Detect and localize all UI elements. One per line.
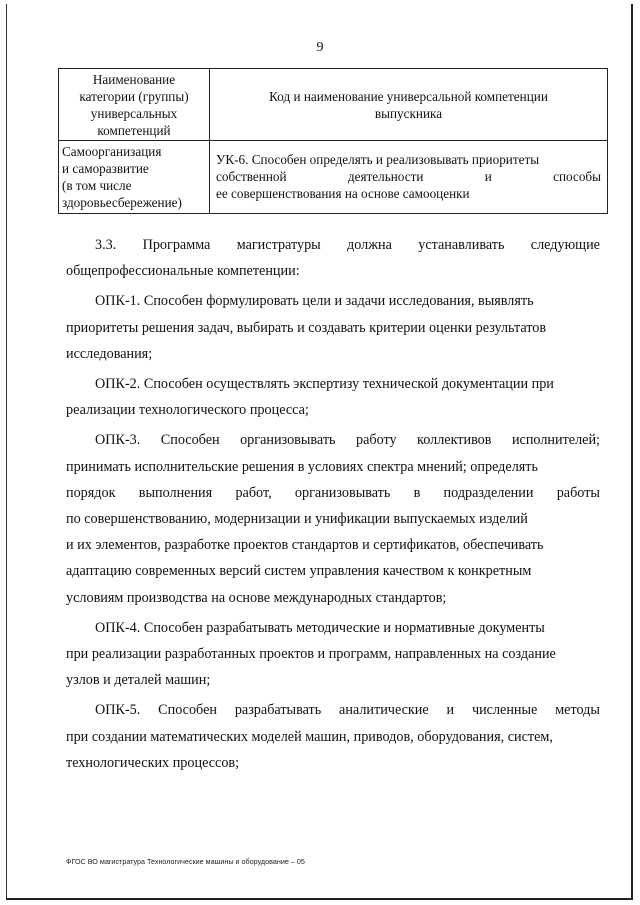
text-line: общепрофессиональные компетенции: bbox=[66, 263, 300, 280]
header-category-cell bbox=[59, 69, 210, 141]
word: работу bbox=[355, 432, 397, 449]
paragraph-opk-4 bbox=[66, 615, 600, 694]
word: устанавливать bbox=[418, 237, 505, 253]
word: собственной bbox=[216, 169, 287, 184]
competency-line-justified bbox=[216, 168, 601, 185]
word: ОПК-3. bbox=[95, 432, 141, 449]
footer-text: ФГОС ВО магистратура Технологические машины и оборудование – 05 bbox=[66, 857, 305, 866]
word: способы bbox=[553, 169, 601, 184]
text-line: ОПК-1. Способен формулировать цели и задачи исследования, выявлять bbox=[95, 293, 534, 310]
text-line: при создании математических моделей машин, приводов, оборудования, систем, bbox=[66, 728, 553, 745]
word: исполнителей; bbox=[511, 432, 600, 449]
competency-cell bbox=[210, 141, 608, 214]
category-line: здоровьесбережение) bbox=[62, 195, 182, 210]
body-text bbox=[66, 232, 600, 780]
word: работы bbox=[556, 484, 600, 501]
word: следующие bbox=[530, 237, 600, 253]
text-line: узлов и деталей машин; bbox=[66, 672, 211, 689]
word: Способен bbox=[160, 432, 220, 449]
header-right-line: Код и наименование универсальной компетенции bbox=[269, 88, 548, 104]
text-line bbox=[66, 480, 600, 506]
table-header-row bbox=[59, 69, 608, 141]
paragraph-3-3 bbox=[66, 232, 600, 284]
text-line: при реализации разработанных проектов и программ, направленных на создание bbox=[66, 646, 556, 663]
text-line bbox=[66, 697, 600, 723]
word: численные bbox=[471, 702, 538, 719]
word: порядок bbox=[66, 484, 116, 501]
header-right-line: выпускника bbox=[374, 105, 443, 121]
word: 3.3. bbox=[95, 237, 117, 253]
text-line bbox=[66, 427, 600, 453]
header-left-line: категории (группы) bbox=[79, 89, 189, 104]
text-line: адаптацию современных версий систем управления качеством к конкретным bbox=[66, 563, 532, 580]
word: Программа bbox=[142, 237, 211, 253]
category-line: (в том числе bbox=[62, 178, 132, 193]
table-row bbox=[59, 141, 608, 214]
word: выполнения bbox=[138, 484, 213, 501]
paragraph-opk-3 bbox=[66, 427, 600, 610]
category-line: и саморазвитие bbox=[62, 161, 149, 176]
paragraph-opk-1 bbox=[66, 288, 600, 367]
header-left-line: Наименование bbox=[92, 72, 176, 87]
paragraph-opk-5 bbox=[66, 697, 600, 776]
header-left-line: универсальных bbox=[90, 106, 178, 121]
competency-table bbox=[58, 68, 608, 214]
page-number: 9 bbox=[316, 40, 324, 55]
word: Способен bbox=[158, 702, 217, 719]
word: разрабатывать bbox=[234, 702, 322, 719]
word: работ, bbox=[235, 484, 272, 501]
text-line: ОПК-2. Способен осуществлять экспертизу технической документации при bbox=[95, 376, 554, 393]
header-left-line: компетенций bbox=[97, 123, 171, 138]
competency-line: ее совершенствования на основе самооценки bbox=[216, 186, 470, 201]
text-line: реализации технологического процесса; bbox=[66, 402, 309, 419]
text-line bbox=[66, 232, 600, 258]
word: подразделении bbox=[443, 484, 534, 501]
word: и bbox=[484, 169, 492, 184]
word: магистратуры bbox=[236, 237, 321, 253]
paragraph-opk-2 bbox=[66, 371, 600, 423]
text-line: технологических процессов; bbox=[66, 754, 240, 771]
text-line: по совершенствованию, модернизации и унификации выпускаемых изделий bbox=[66, 511, 528, 528]
word: в bbox=[413, 484, 421, 501]
text-line: ОПК-4. Способен разрабатывать методические и нормативные документы bbox=[95, 619, 545, 636]
word: аналитические bbox=[339, 702, 429, 719]
text-line: исследования; bbox=[66, 345, 153, 362]
competency-line: УК-6. Способен определять и реализовывать приоритеты bbox=[216, 152, 540, 167]
word: организовывать bbox=[294, 484, 391, 501]
word: и bbox=[446, 702, 455, 719]
text-line: принимать исполнительские решения в условиях спектра мнений; определять bbox=[66, 458, 538, 475]
category-line: Самоорганизация bbox=[62, 144, 162, 159]
word: деятельности bbox=[347, 169, 424, 184]
word: ОПК-5. bbox=[95, 702, 141, 719]
text-line: приоритеты решения задач, выбирать и создавать критерии оценки результатов bbox=[66, 319, 547, 336]
word: организовывать bbox=[240, 432, 336, 449]
word: методы bbox=[555, 702, 600, 719]
text-line: и их элементов, разработке проектов стандартов и сертификатов, обеспечивать bbox=[66, 537, 544, 554]
word: должна bbox=[347, 237, 392, 253]
word: коллективов bbox=[417, 432, 492, 449]
text-line: условиям производства на основе международных стандартов; bbox=[66, 589, 447, 606]
category-cell bbox=[59, 141, 210, 214]
header-code-cell bbox=[210, 69, 608, 141]
